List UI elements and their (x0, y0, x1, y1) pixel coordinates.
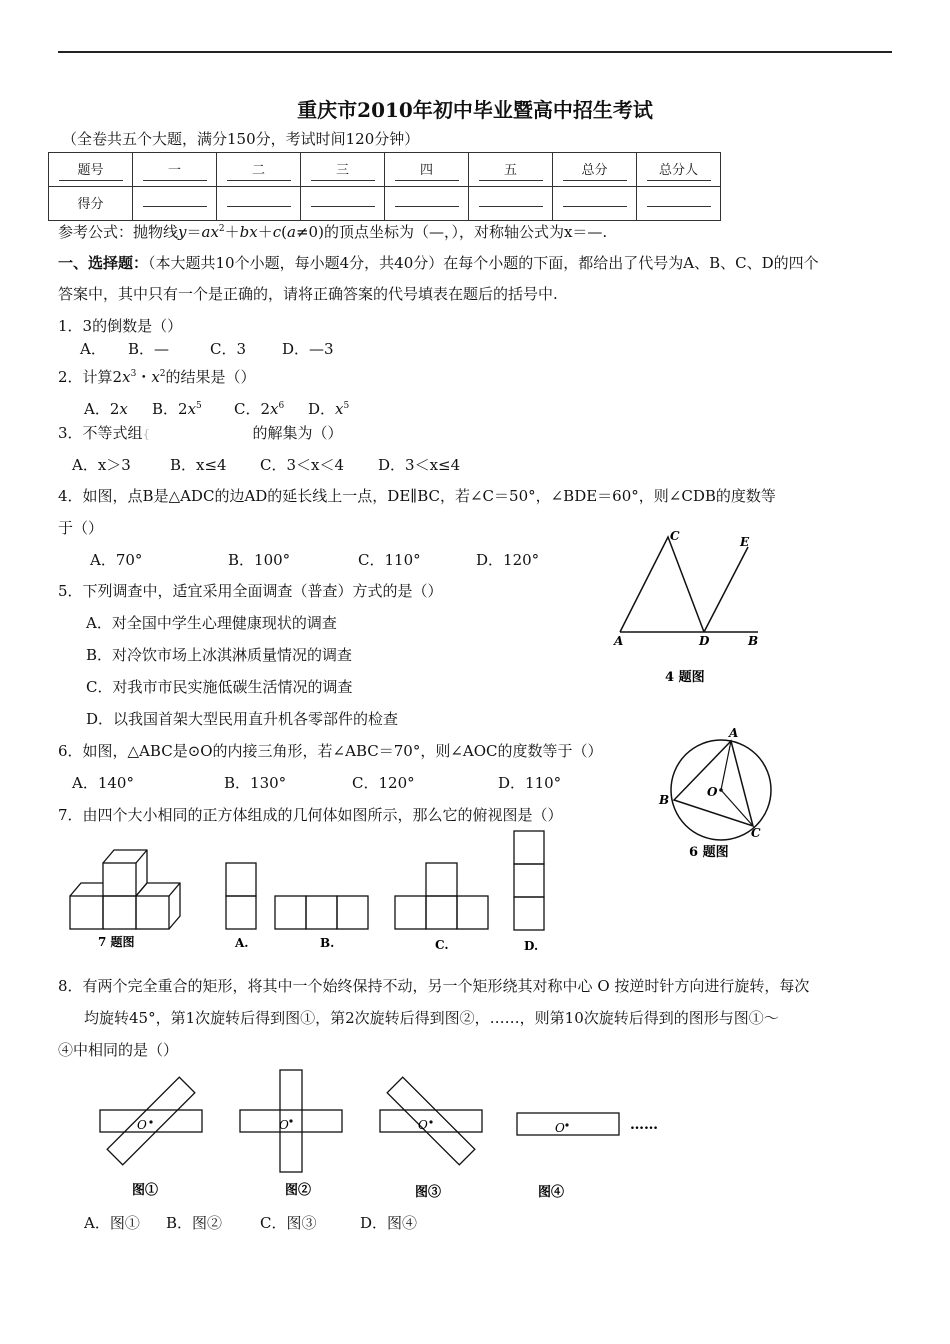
center-label: O (418, 1118, 428, 1132)
figure-3 (380, 1077, 482, 1200)
q6-caption: 6 题图 (689, 845, 729, 860)
q3-option-b[interactable]: B．x≤4 (170, 456, 227, 474)
table-cell: 三 (311, 159, 375, 181)
label-c: C (670, 529, 680, 543)
q4-option-d[interactable]: D．120° (476, 551, 540, 569)
q8-option-b[interactable]: B．图② (166, 1214, 223, 1232)
table-cell: 二 (227, 159, 291, 181)
triangle-adc (620, 537, 704, 632)
q8-option-d[interactable]: D．图④ (360, 1214, 418, 1232)
reference-formula: 参考公式：抛物线$y=ax^2+bx+c(a\ne 0)$的顶点坐标为（—，），对称轴公式为x＝—. (58, 223, 608, 241)
q5-option-c[interactable]: C．对我市市民实施低碳生活情况的调查 (86, 678, 353, 696)
label-b: B (748, 634, 759, 648)
top-rule (58, 51, 892, 53)
q8-figures (90, 1060, 690, 1210)
q6-option-b[interactable]: B．130° (224, 774, 287, 792)
q2-stem: 2．计算$2x^3$・$x^2$的结果是（） (58, 368, 256, 386)
center-label: O (555, 1121, 565, 1135)
q3-option-c[interactable]: C．3＜x＜4 (260, 456, 345, 474)
q1-option-b[interactable]: B．— (128, 340, 170, 358)
option-b-view (275, 896, 368, 929)
table-cell: 四 (395, 159, 459, 181)
center-label: O (279, 1118, 289, 1132)
label-o: O (707, 785, 718, 799)
q6-stem: 6．如图，△ABC是⊙O的内接三角形，若∠ABC＝70°，则∠AOC的度数等于（） (58, 742, 603, 760)
q5-stem: 5．下列调查中，适宜采用全面调查（普查）方式的是（） (58, 582, 443, 600)
center-point (719, 788, 723, 792)
option-b-caption: B. (320, 936, 335, 950)
q2-option-c[interactable]: C．$2x^6$ (234, 400, 285, 418)
q5-option-b[interactable]: B．对冷饮市场上冰淇淋质量情况的调查 (86, 646, 353, 664)
q6-figure (655, 724, 785, 869)
label-a: A (729, 726, 739, 740)
q8-option-c[interactable]: C．图③ (260, 1214, 317, 1232)
q7-stem: 7．由四个大小相同的正方体组成的几何体如图所示，那么它的俯视图是（） (58, 806, 563, 824)
center-label: O (137, 1118, 147, 1132)
q8-stem-2: 均旋转45°，第1次旋转后得到图①，第2次旋转后得到图②，……，则第10次旋转后得到的图形与图①～ (84, 1009, 779, 1027)
table-row (49, 187, 721, 221)
q4-option-b[interactable]: B．100° (228, 551, 291, 569)
q2-option-b[interactable]: B．$2x^5$ (152, 400, 202, 418)
q4-option-c[interactable]: C．110° (358, 551, 421, 569)
table-cell: 五 (479, 159, 543, 181)
figure-3-caption: 图③ (415, 1185, 442, 1200)
q1-stem: 1．3的倒数是（） (58, 317, 183, 335)
table-cell: 一 (143, 159, 207, 181)
q7-figures (58, 840, 558, 960)
q4-stem-2: 于（） (58, 519, 104, 537)
label-e: E (740, 535, 750, 549)
label-d: D (699, 634, 710, 648)
option-a-caption: A. (235, 936, 249, 950)
q7-caption: 7 题图 (98, 935, 135, 949)
score-table (48, 152, 721, 221)
radius-oa (721, 741, 731, 790)
q8-option-a[interactable]: A．图① (84, 1214, 140, 1232)
score-blank[interactable] (395, 204, 459, 207)
q2-option-d[interactable]: D．$x^5$ (308, 400, 350, 418)
figure-2-caption: 图② (285, 1183, 312, 1198)
cube-solid (70, 850, 180, 929)
table-cell: 总分 (563, 159, 627, 181)
q5-option-a[interactable]: A．对全国中学生心理健康现状的调查 (86, 614, 337, 632)
line-de (704, 547, 748, 632)
figure-4-caption: 图④ (538, 1185, 565, 1200)
page-title: 重庆市2010年初中毕业暨高中招生考试 (297, 98, 653, 122)
figure-1-caption: 图① (132, 1183, 159, 1198)
table-cell: 得分 (77, 197, 104, 212)
option-c-caption: C. (435, 938, 449, 952)
score-blank[interactable] (479, 204, 543, 207)
label-c: C (751, 826, 761, 840)
q1-option-c[interactable]: C．3 (210, 340, 247, 358)
q3-option-a[interactable]: A．x＞3 (72, 456, 131, 474)
q4-figure (610, 525, 770, 695)
q3-option-d[interactable]: D．3＜x≤4 (378, 456, 461, 474)
table-cell: 题号 (59, 159, 123, 181)
score-blank[interactable] (311, 204, 375, 207)
q2-option-a[interactable]: A．2x (84, 400, 128, 418)
label-b: B (659, 793, 670, 807)
q6-option-c[interactable]: C．120° (352, 774, 415, 792)
q8-stem: 8．有两个完全重合的矩形，将其中一个始终保持不动，另一个矩形绕其对称中心 O 按逆时针方向进行旋转，每次 (58, 977, 810, 995)
inequality-system: { (142, 427, 151, 441)
q1-option-d[interactable]: D．—3 (282, 340, 334, 358)
q8-stem-3: ④中相同的是（） (58, 1041, 179, 1059)
option-c-view (395, 863, 488, 929)
figure-2 (240, 1070, 342, 1198)
section-intro-2: 答案中，其中只有一个是正确的，请将正确答案的代号填表在题后的括号中. (58, 285, 558, 303)
score-blank[interactable] (563, 204, 627, 207)
q4-stem: 4．如图，点B是△ADC的边AD的延长线上一点，DE∥BC，若∠C＝50°，∠BDE＝60°，则∠CDB的度数等 (58, 487, 776, 505)
subtitle: （全卷共五个大题，满分150分，考试时间120分钟） (62, 130, 420, 148)
score-blank[interactable] (647, 204, 711, 207)
option-d-caption: D. (524, 939, 539, 953)
table-row (49, 153, 721, 187)
score-blank[interactable] (227, 204, 291, 207)
q4-option-a[interactable]: A．70° (90, 551, 143, 569)
option-d-view (514, 831, 544, 930)
q4-caption: 4 题图 (665, 670, 705, 685)
q1-option-a[interactable]: A． (80, 340, 106, 358)
label-a: A (614, 634, 624, 648)
figure-1 (100, 1077, 202, 1198)
figure-4 (517, 1113, 619, 1200)
q6-option-d[interactable]: D．110° (498, 774, 562, 792)
score-blank[interactable] (143, 204, 207, 207)
table-cell: 总分人 (647, 159, 711, 181)
section-intro: 一、选择题：（本大题共10个小题，每小题4分，共40分）在每个小题的下面，都给出了代号为A、B、C、D的四个 (58, 254, 819, 272)
option-a-view (226, 863, 256, 929)
q5-option-d[interactable]: D．以我国首架大型民用直升机各零部件的检查 (86, 710, 399, 728)
q3-stem: 3．不等式组{ 的解集为（） (58, 424, 343, 442)
ellipsis: …… (630, 1117, 658, 1133)
q6-option-a[interactable]: A．140° (72, 774, 134, 792)
